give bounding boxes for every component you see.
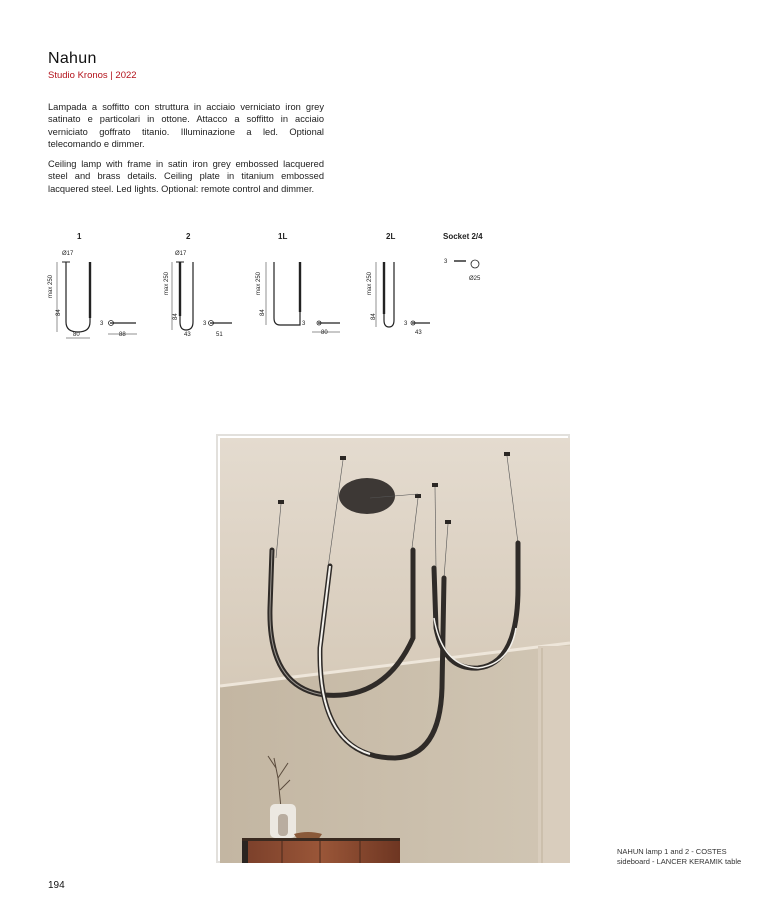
dim-phi17-a: Ø17 (62, 251, 74, 257)
drawing-model-2 (172, 262, 232, 330)
dim-max250-a: max 250 (48, 274, 54, 298)
dim-socket-3b: 3 (203, 321, 207, 327)
dim-max250-d: max 250 (367, 271, 373, 295)
dim-phi25: Ø25 (469, 276, 481, 282)
dim-w80-a: 80 (73, 332, 80, 338)
dim-w80-b: 80 (321, 330, 328, 336)
dim-socket-3d: 3 (404, 321, 408, 327)
drawing-label-2l: 2L (386, 232, 396, 241)
dim-phi17-b: Ø17 (175, 251, 187, 257)
designer-year: Studio Kronos | 2022 (48, 70, 137, 81)
dim-socket-3c: 3 (302, 321, 306, 327)
drawing-label-socket: Socket 2/4 (443, 232, 483, 241)
drawing-socket (454, 260, 479, 268)
dim-h84-c: 84 (260, 309, 266, 316)
product-photo-frame (216, 434, 570, 863)
dim-socket-3e: 3 (444, 259, 448, 265)
dim-w88: 88 (119, 332, 126, 338)
dim-h84-d: 84 (371, 313, 377, 320)
dim-h84-b: 84 (173, 313, 179, 320)
drawing-label-1l: 1L (278, 232, 288, 241)
dim-w51: 51 (216, 332, 223, 338)
dim-max250-c: max 250 (256, 271, 262, 295)
drawing-model-1 (57, 262, 137, 338)
drawing-model-2l (376, 262, 430, 327)
page-number: 194 (48, 880, 65, 891)
description-italian: Lampada a soffitto con struttura in acciaio verniciato iron grey satinato e particolari in ottone. Attacco a soffitto in acciaio verniciato goffrato titanio. Illuminazione a led. Optional telecomando e dimmer. (48, 102, 324, 150)
dim-w43-b: 43 (415, 330, 422, 336)
dim-max250-b: max 250 (164, 271, 170, 295)
drawing-label-2: 2 (186, 232, 191, 241)
description-english: Ceiling lamp with frame in satin iron grey embossed lacquered steel and brass details. Ceiling plate in titanium embossed lacquered steel. Led lights. Optional: remote control and dimmer. (48, 159, 324, 194)
photo-caption: NAHUN lamp 1 and 2 - COSTES sideboard - LANCER KERAMIK table (617, 847, 742, 866)
dim-h84-a: 84 (56, 309, 62, 316)
product-title: Nahun (48, 50, 97, 67)
technical-drawings (0, 0, 784, 360)
dim-socket-3a: 3 (100, 321, 104, 327)
dim-w43-a: 43 (184, 332, 191, 338)
drawing-label-1: 1 (77, 232, 82, 241)
product-photo (220, 438, 570, 863)
